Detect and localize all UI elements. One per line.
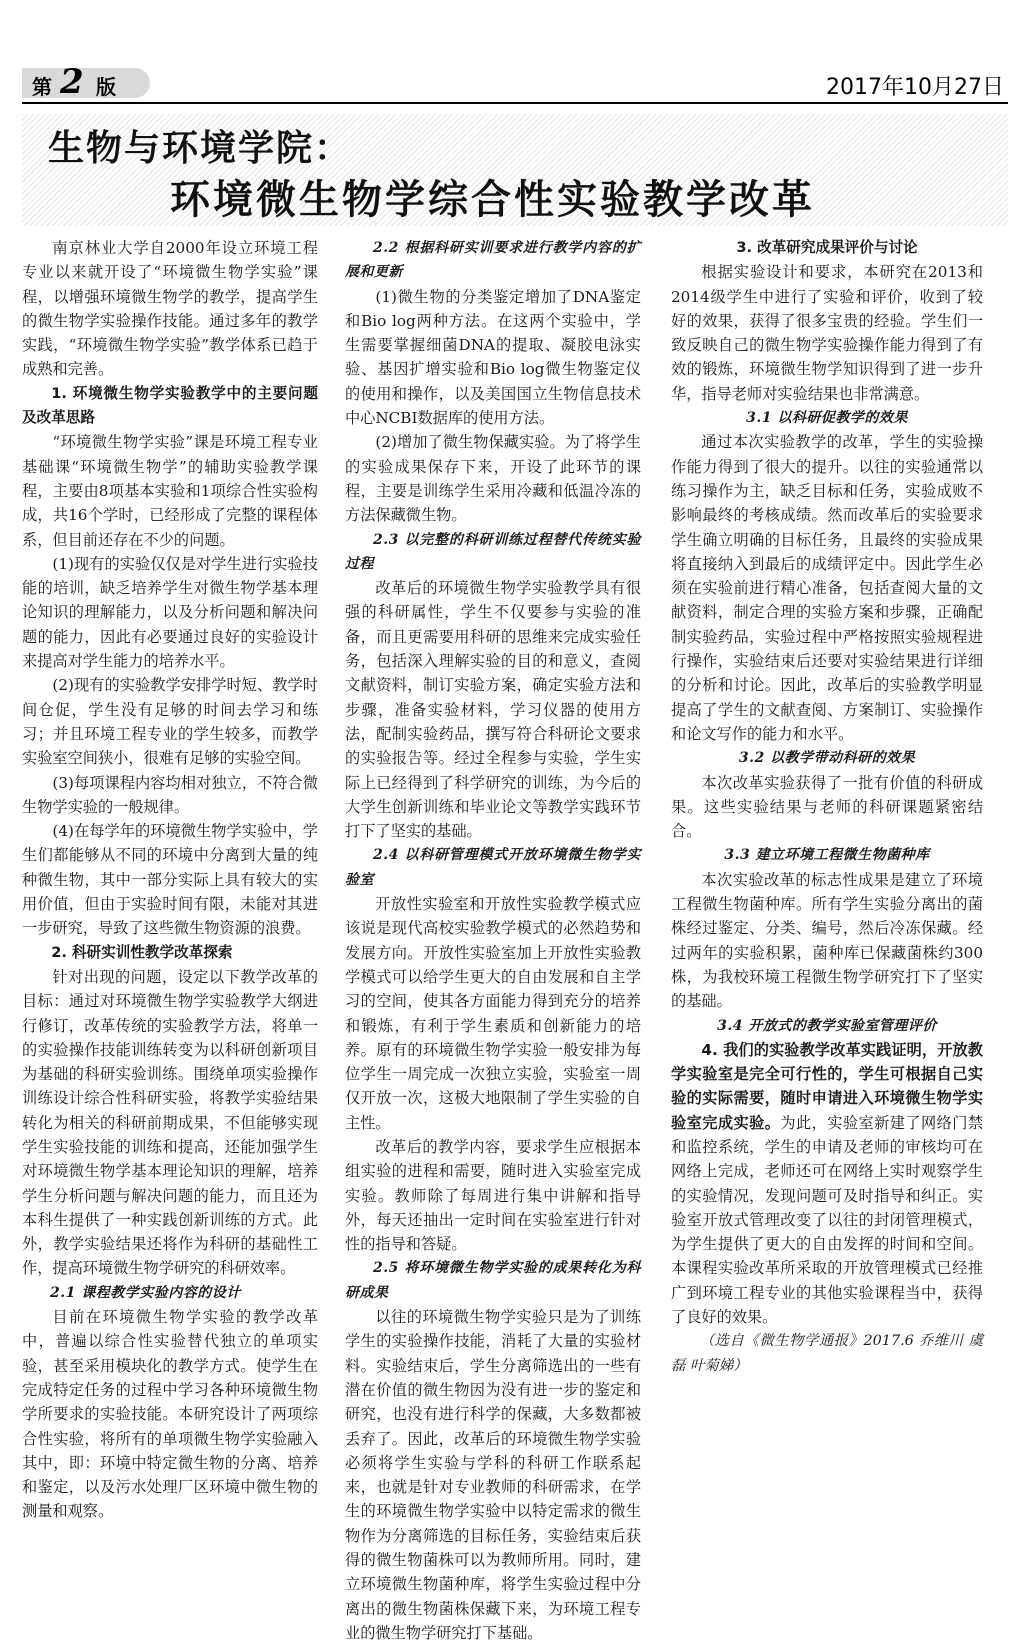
section-2-heading: 2. 科研实训性教学改革探索 — [51, 943, 233, 961]
section-2-4-paragraph: 开放性实验室和开放性实验教学模式应该说是现代高校实验教学模式的必然趋势和发展方向。开放性实验室加上开放性实验教学模式可以给学生更大的自由发展和自主学习的空间，使其各方面能力得到充分的培养和锻炼，有利于学生素质和创新能力的培养。原有的环境微生物学实验一般安排为每位学生一周完成一次独立实验，实验室一周仅开放一次，这极大地限制了学生实验的自主性。 — [345, 895, 641, 1132]
issue-date: 2017年10月27日 — [826, 75, 1004, 100]
section-1-paragraph: (2)现有的实验教学安排学时短、教学时间仓促，学生没有足够的时间去学习和练习；并且环境工程专业的学生较多，而教学实验室空间狭小，很难有足够的实验空间。 — [22, 676, 318, 768]
page-suffix: 版 — [96, 75, 116, 99]
section-1-heading: 1. 环境微生物学实验教学中的主要问题及改革思路 — [22, 384, 318, 427]
section-3-2-heading: 3.2 以教学带动科研的效果 — [738, 750, 916, 767]
title-block — [22, 114, 1008, 226]
section-3-3-paragraph: 本次实验改革的标志性成果是建立了环境工程微生物菌种库。所有学生实验分离出的菌株经过鉴定、分类、编号，然后冷冻保藏。经过两年的实验积累，菌种库已保藏菌株约300株，为我校环境工程微生物学研究打下了坚实的基础。 — [671, 870, 983, 1011]
section-2-3-heading: 2.3 以完整的科研训练过程替代传统实验过程 — [345, 531, 641, 572]
intro-paragraph: 南京林业大学自2000年设立环境工程专业以来就开设了“环境微生物学实验”课程，以增强环境微生物学的教学，提高学生的微生物学实验操作技能。通过多年的教学实践，“环境微生物学实验”教学体系已趋于成熟和完善。 — [22, 239, 318, 379]
section-3-1-heading: 3.1 以科研促教学的效果 — [746, 410, 908, 427]
text-column-2 — [345, 236, 641, 1642]
page-header — [22, 62, 1008, 106]
section-3-2-paragraph: 本次改革实验获得了一批有价值的科研成果。这些实验结果与老师的科研课题紧密结合。 — [671, 773, 983, 841]
section-1-paragraph: “环境微生物学实验”课是环境工程专业基础课“环境微生物学”的辅助实验教学课程，主要由8项基本实验和1项综合性实验构成，共16个学时，已经形成了完整的课程体系，但目前还存在不少的问题。 — [22, 433, 318, 549]
section-2-1-paragraph: 目前在环境微生物学实验的教学改革中，普遍以综合性实验替代独立的单项实验，甚至采用模块化的教学方式。使学生在完成特定任务的过程中学习各种环境微生物学所要求的实验技能。本研究设计了两项综合性实验，将所有的单项微生物学实验融入其中，即：环境中特定微生物的分离、培养和鉴定，以及污水处理厂区环境中微生物的测量和观察。 — [22, 1308, 318, 1521]
section-3-1-paragraph: 通过本次实验教学的改革，学生的实验操作能力得到了很大的提升。以往的实验通常以练习操作为主，缺乏目标和任务，实验成败不影响最终的考核成绩。然而改革后的实验要求学生确立明确的目标任务，且最终的实验成果将直接纳入到最后的成绩评定中。因此学生必须在实验前进行精心准备，包括查阅大量的文献资料，制定合理的实验方案和步骤，正确配制实验药品，实验过程中严格按照实验规程进行操作，实验结束后还要对实验结果进行详细的分析和讨论。因此，改革后的实验教学明显提高了学生的文献查阅、方案制订、实验操作和论文写作的能力和水平。 — [671, 433, 983, 743]
section-4-lead: 4. 我们的实验教学改革实践证明，开放教学实验室是完全可行性的，学生可根据自己实验的实际需要，随时申请进入环境微生物学实验室完成实验。 — [671, 1040, 983, 1132]
section-2-4-heading: 2.4 以科研管理模式开放环境微生物学实验室 — [345, 847, 641, 888]
section-2-2-heading: 2.2 根据科研实训要求进行教学内容的扩展和更新 — [345, 240, 641, 281]
school-title: 生物与环境学院： — [48, 127, 353, 169]
section-3-heading: 3. 改革研究成果评价与讨论 — [736, 239, 918, 256]
section-2-5-paragraph: 以往的环境微生物学实验只是为了训练学生的实验操作技能，消耗了大量的实验材料。实验结束后，学生分离筛选出的一些有潜在价值的微生物因为没有进一步的鉴定和研究，也没有进行科学的保藏，大多数都被丢弃了。因此，改革后的环境微生物学实验必须将学生实验与学科的科研工作联系起来，也就是针对专业教师的科研需求，在学生的环境微生物学实验中以特定需求的微生物作为分离筛选的目标任务，实验结束后获得的微生物菌株可以为教师所用。同时，建立环境微生物菌种库，将学生实验过程中分离出的微生物菌株保藏下来，为环境工程专业的微生物学研究打下基础。 — [345, 1308, 641, 1642]
section-1-paragraph: (1)现有的实验仅仅是对学生进行实验技能的培训，缺乏培养学生对微生物学基本理论知识的理解能力，以及分析问题和解决问题的能力，因此有必要通过良好的实验设计来提高对学生能力的培养水平。 — [22, 554, 318, 671]
page-prefix: 第 — [32, 75, 52, 99]
text-column-3 — [671, 236, 983, 1476]
section-3-3-heading: 3.3 建立环境工程微生物菌种库 — [724, 847, 930, 864]
section-2-5-heading: 2.5 将环境微生物学实验的成果转化为科研成果 — [345, 1260, 641, 1301]
section-4-body: 为此，实验室新建了网络门禁和监控系统，学生的申请及老师的审核均可在网络上完成，老师还可在网络上实时观察学生的实验情况，发现问题可及时指导和纠正。实验室开放式管理改变了以往的封闭管理模式，为学生提供了更大的自由发挥的时间和空间。本课程实验改革所采取的开放管理模式已经推广到环境工程专业的其他实验课程当中，获得了良好的效果。 — [671, 1113, 984, 1327]
source-citation: （选自《微生物学通报》2017.6 乔维川 虞磊 叶菊娣） — [671, 1333, 983, 1374]
article-title: 环境微生物学综合性实验教学改革 — [170, 177, 815, 223]
section-2-2-paragraph: (2)增加了微生物保藏实验。为了将学生的实验成果保存下来，开设了此环节的课程，主要是训练学生采用冷藏和低温冷冻的方法保藏微生物。 — [345, 433, 641, 525]
header-rule — [22, 102, 1008, 104]
text-column-1 — [22, 236, 318, 1521]
section-3-paragraph: 根据实验设计和要求，本研究在2013和2014级学生中进行了实验和评价，收到了较好的效果，获得了很多宝贵的经验。学生们一致反映自己的微生物学实验操作能力得到了有效的锻炼，环境微生物学知识得到了进一步升华，指导老师对实验结果也非常满意。 — [671, 263, 983, 403]
section-2-1-heading: 2.1 课程教学实验内容的设计 — [50, 1284, 241, 1301]
section-4-paragraph — [671, 1038, 983, 1330]
section-1-paragraph: (3)每项课程内容均相对独立，不符合微生物学实验的一般规律。 — [22, 773, 318, 816]
section-2-3-paragraph: 改革后的环境微生物学实验教学具有很强的科研属性，学生不仅要参与实验的准备，而且更需要用科研的思维来完成实验任务，包括深入理解实验的目的和意义，查阅文献资料，制订实验方案，确定实验方法和步骤，准备实验材料，学习仪器的使用方法，配制实验药品，撰写符合科研论文要求的实验报告等。经过全程参与实验，学生实际上已经得到了科学研究的训练，为今后的大学生创新训练和毕业论文等教学实践环节打下了坚实的基础。 — [345, 579, 641, 841]
section-2-paragraph: 针对出现的问题，设定以下教学改革的目标：通过对环境微生物学实验教学大纲进行修订，改革传统的实验教学方法，将单一的实验操作技能训练转变为以科研创新项目为基础的科研实验训练。围绕单项实验操作训练设计综合性科研实验，将教学实验结果转化为相关的科研前期成果，不但能够实现学生实验技能的训练和提高，还能加强学生对环境微生物学基本理论知识的理解，培养学生分析问题与解决问题的能力，而且还为本科生提供了一种实践创新训练的方式。此外，教学实验结果还将作为科研的基础性工作，提高环境微生物学研究的科研效率。 — [22, 967, 318, 1278]
section-2-4-paragraph: 改革后的教学内容，要求学生应根据本组实验的进程和需要，随时进入实验室完成实验。教师除了每周进行集中讲解和指导外，每天还抽出一定时间在实验室进行针对性的指导和答疑。 — [345, 1137, 641, 1254]
section-1-paragraph: (4)在每学年的环境微生物学实验中，学生们都能够从不同的环境中分离到大量的纯种微生物，其中一部分实际上具有较大的实用价值，但由于实验时间有限，未能对其进一步研究，导致了这些微生物资源的浪费。 — [22, 822, 318, 938]
page-number: 2 — [60, 62, 84, 102]
section-3-4-heading: 3.4 开放式的教学实验室管理评价 — [717, 1017, 937, 1034]
section-2-2-paragraph: (1)微生物的分类鉴定增加了DNA鉴定和Bio log两种方法。在这两个实验中，学生需要掌握细菌DNA的提取、凝胶电泳实验、基因扩增实验和Bio log微生物鉴定仪的使用和操作，以及美国国立生物信息技术中心NCBI数据库的使用方法。 — [345, 287, 641, 428]
page-number-tab — [22, 62, 150, 102]
